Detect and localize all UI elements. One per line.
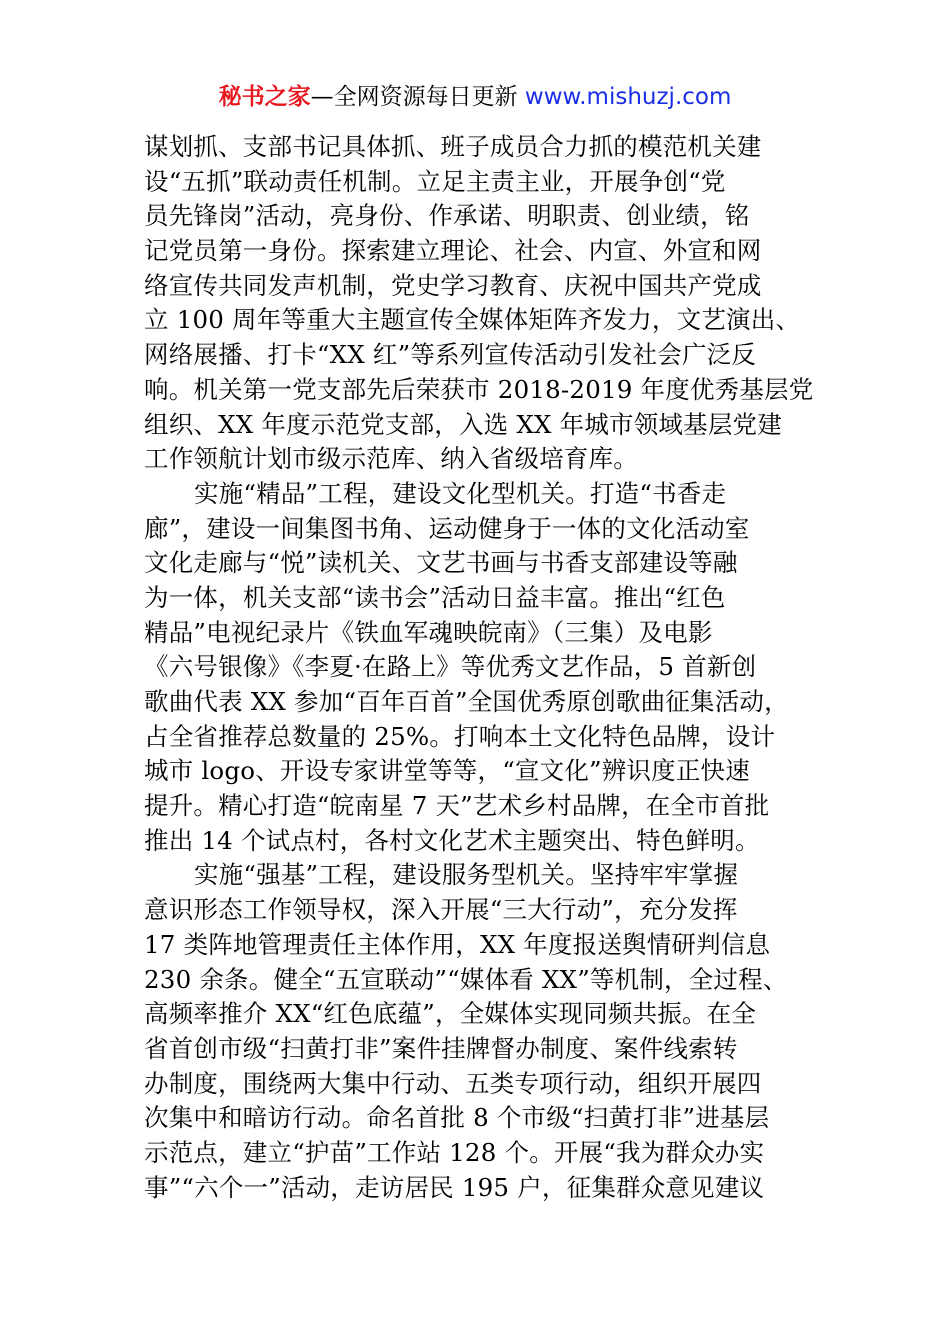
- paragraph-start-line: 实施“强基”工程，建设服务型机关。坚持牢牢掌握: [194, 860, 739, 890]
- text-line: 《六号银像》《李夏·在路上》等优秀文艺作品，5 首新创: [144, 652, 757, 682]
- text-line: 廊”，建设一间集图书角、运动健身于一体的文化活动室: [144, 513, 750, 543]
- text-line: 省首创市级“扫黄打非”案件挂牌督办制度、案件线索转: [144, 1033, 738, 1063]
- document-body: [144, 130, 814, 1205]
- text-line: 高频率推介 XX“红色底蕴”，全媒体实现同频共振。在全: [144, 999, 757, 1029]
- text-line: 事”“六个一”活动，走访居民 195 户，征集群众意见建议: [144, 1172, 765, 1202]
- text-line: 络宣传共同发声机制，党史学习教育、庆祝中国共产党成: [144, 270, 762, 300]
- text-line: 立 100 周年等重大主题宣传全媒体矩阵齐发力，文艺演出、: [144, 305, 801, 335]
- text-line: 设“五抓”联动责任机制。立足主责主业，开展争创“党: [144, 166, 726, 196]
- text-line: 员先锋岗”活动，亮身份、作承诺、明职责、创业绩，铭: [144, 201, 750, 231]
- text-line: 17 类阵地管理责任主体作用，XX 年度报送舆情研判信息: [144, 929, 771, 959]
- text-line: 响。机关第一党支部先后荣获市 2018-2019 年度优秀基层党: [144, 374, 814, 404]
- text-line: 提升。精心打造“皖南星 7 天”艺术乡村品牌，在全市首批: [144, 791, 770, 821]
- text-line: 推出 14 个试点村，各村文化艺术主题突出、特色鲜明。: [144, 825, 760, 855]
- text-line: 示范点，建立“护苗”工作站 128 个。开展“我为群众办实: [144, 1137, 765, 1167]
- paragraph-start-line: 实施“精品”工程，建设文化型机关。打造“书香走: [194, 478, 727, 508]
- header-slogan: —全网资源每日更新: [310, 84, 518, 110]
- text-line: 网络展播、打卡“XX 红”等系列宣传活动引发社会广泛反: [144, 340, 757, 370]
- text-line: 组织、XX 年度示范党支部，入选 XX 年城市领域基层党建: [144, 409, 782, 439]
- text-line: 精品”电视纪录片《铁血军魂映皖南》（三集）及电影: [144, 617, 713, 647]
- text-line: 城市 logo、开设专家讲堂等等，“宣文化”辨识度正快速: [144, 756, 750, 786]
- site-url[interactable]: www.mishuzj.com: [524, 84, 732, 110]
- text-line: 占全省推荐总数量的 25%。打响本土文化特色品牌，设计: [144, 721, 776, 751]
- text-line: 办制度，围绕两大集中行动、五类专项行动，组织开展四: [144, 1068, 762, 1098]
- text-line: 工作领航计划市级示范库、纳入省级培育库。: [144, 444, 638, 474]
- text-line: 谋划抓、支部书记具体抓、班子成员合力抓的模范机关建: [144, 132, 762, 161]
- text-line: 歌曲代表 XX 参加“百年百首”全国优秀原创歌曲征集活动，: [144, 687, 789, 716]
- text-line: 文化走廊与“悦”读机关、文艺书画与书香支部建设等融: [144, 548, 738, 578]
- text-line: 为一体，机关支部“读书会”活动日益丰富。推出“红色: [144, 582, 726, 612]
- page-header: [0, 80, 950, 114]
- text-line: 记党员第一身份。探索建立理论、社会、内宣、外宣和网: [144, 236, 762, 266]
- brand-name: 秘书之家: [218, 84, 311, 110]
- text-line: 次集中和暗访行动。命名首批 8 个市级“扫黄打非”进基层: [144, 1103, 770, 1133]
- text-line: 意识形态工作领导权，深入开展“三大行动”，充分发挥: [144, 895, 738, 925]
- text-line: 230 余条。健全“五宣联动”“媒体看 XX”等机制，全过程、: [144, 964, 788, 994]
